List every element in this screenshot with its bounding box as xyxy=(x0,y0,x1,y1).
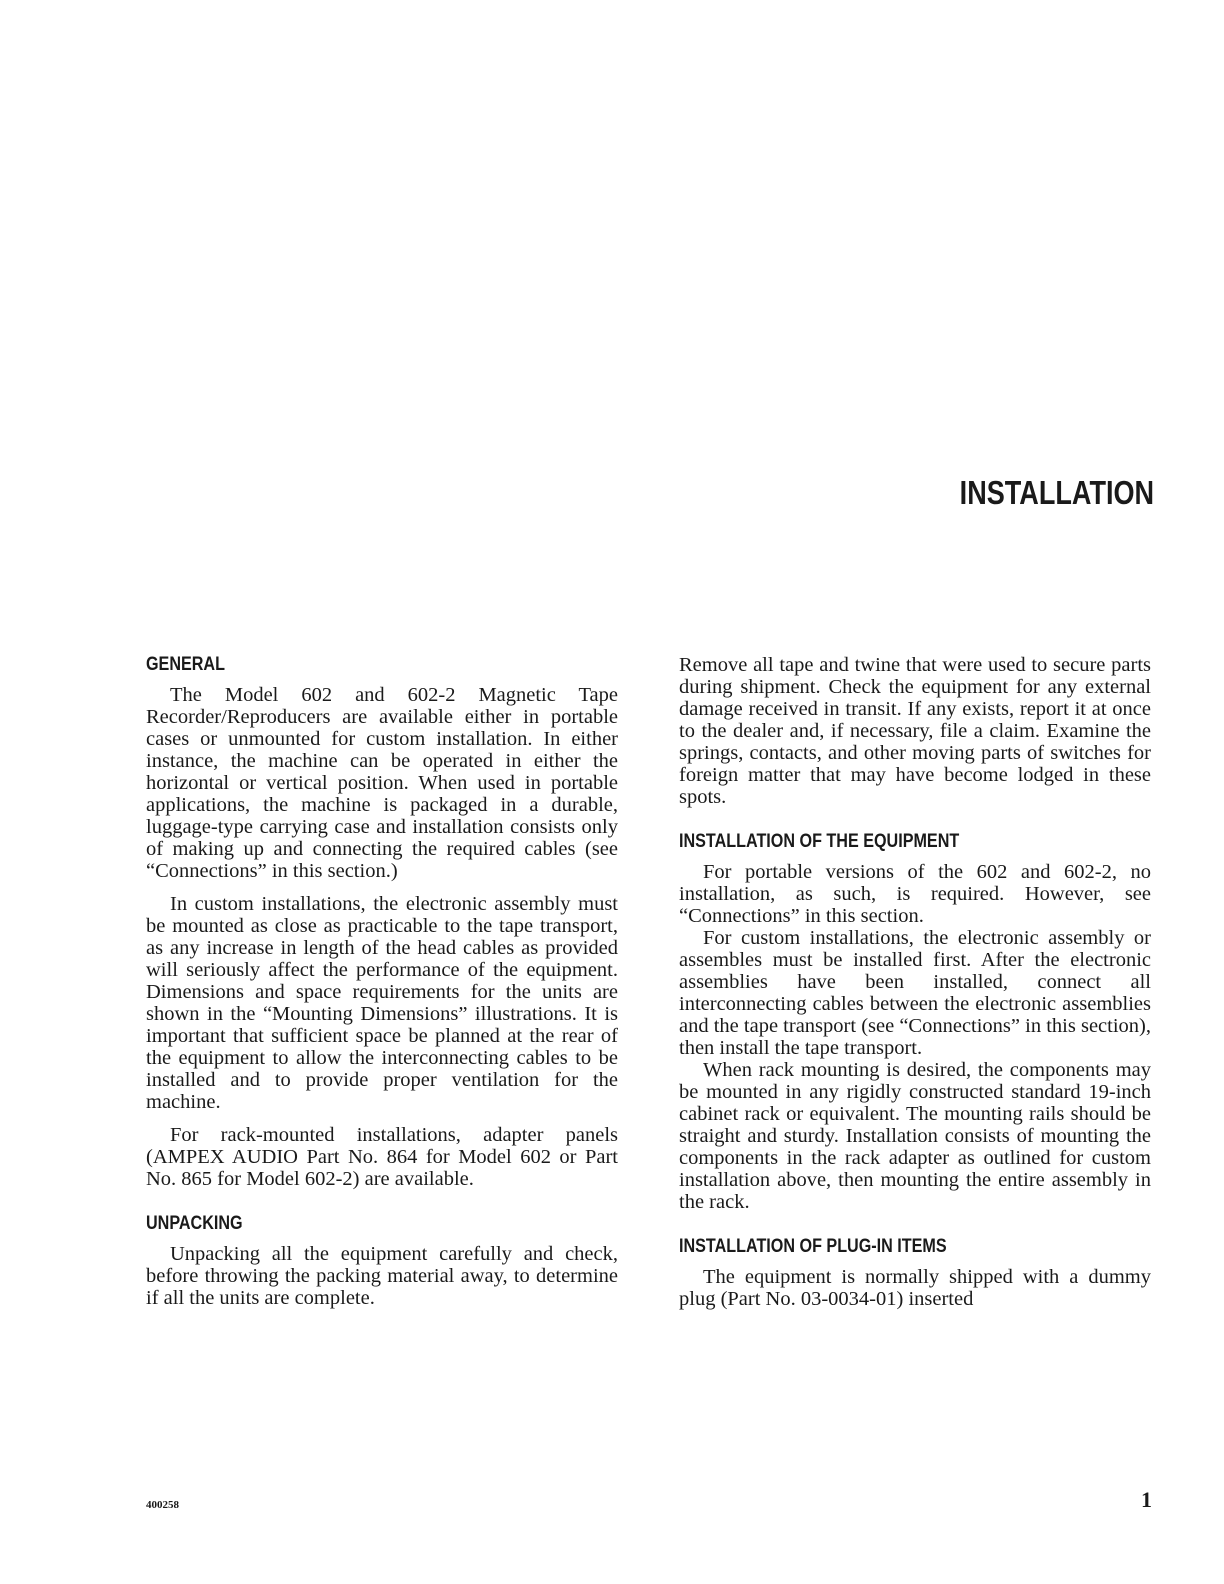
page-number: 1 xyxy=(1141,1487,1152,1512)
paragraph-unpacking-continued: Remove all tape and twine that were used to secure parts during shipment. Check the equipment for any external damage received in transit. If any exists, report it at once to the dealer and, if necessary, file a claim. Examine the springs, contacts, and other moving parts of switches for foreign matter that may have become lodged in these spots. xyxy=(679,654,1151,808)
paragraph-equipment-1: For portable versions of the 602 and 602-2, no installation, as such, is required. However, see “Connections” in this section. xyxy=(679,861,1151,927)
right-column xyxy=(679,654,1151,1321)
paragraph-equipment-2: For custom installations, the electronic assembly or assembles must be installed first. After the electronic assemblies have been installed, connect all interconnecting cables between the electronic assemblies and the tape transport (see “Connections” in this section), then install the tape transport. xyxy=(679,927,1151,1059)
paragraph-plugin-1: The equipment is normally shipped with a dummy plug (Part No. 03-0034-01) inserted xyxy=(679,1266,1151,1310)
page-title: INSTALLATION xyxy=(959,474,1154,511)
paragraph-general-3: For rack-mounted installations, adapter panels (AMPEX AUDIO Part No. 864 for Model 602 or Part No. 865 for Model 602-2) are available. xyxy=(146,1124,618,1190)
paragraph-general-1: The Model 602 and 602-2 Magnetic Tape Recorder/Reproducers are available either in portable cases or unmounted for custom installation. In either instance, the machine can be operated in either the horizontal or vertical position. When used in portable applications, the machine is packaged in a durable, luggage-type carrying case and installation consists only of making up and connecting the required cables (see “Connections” in this section.) xyxy=(146,684,618,882)
section-heading-general: GENERAL xyxy=(146,654,225,675)
section-heading-installation-of-equipment: INSTALLATION OF THE EQUIPMENT xyxy=(679,831,960,852)
paragraph-unpacking-1: Unpacking all the equipment carefully and check, before throwing the packing material away, to determine if all the units are complete. xyxy=(146,1243,618,1309)
paragraph-general-2: In custom installations, the electronic assembly must be mounted as close as practicable to the tape transport, as any increase in length of the head cables as provided will seriously affect the performance of the equipment. Dimensions and space requirements for the units are shown in the “Mounting Dimensions” illustrations. It is important that sufficient space be planned at the rear of the equipment to allow the interconnecting cables to be installed and to provide proper ventilation for the machine. xyxy=(146,893,618,1113)
section-heading-installation-of-plug-in-items: INSTALLATION OF PLUG-IN ITEMS xyxy=(679,1236,947,1257)
paragraph-equipment-3: When rack mounting is desired, the components may be mounted in any rigidly constructed standard 19-inch cabinet rack or equivalent. The mounting rails should be straight and sturdy. Installation consists of mounting the components in the rack adapter as outlined for custom installation above, then mounting the entire assembly in the rack. xyxy=(679,1059,1151,1213)
section-heading-unpacking: UNPACKING xyxy=(146,1213,243,1234)
document-code: 400258 xyxy=(146,1499,179,1511)
left-column xyxy=(146,654,618,1320)
